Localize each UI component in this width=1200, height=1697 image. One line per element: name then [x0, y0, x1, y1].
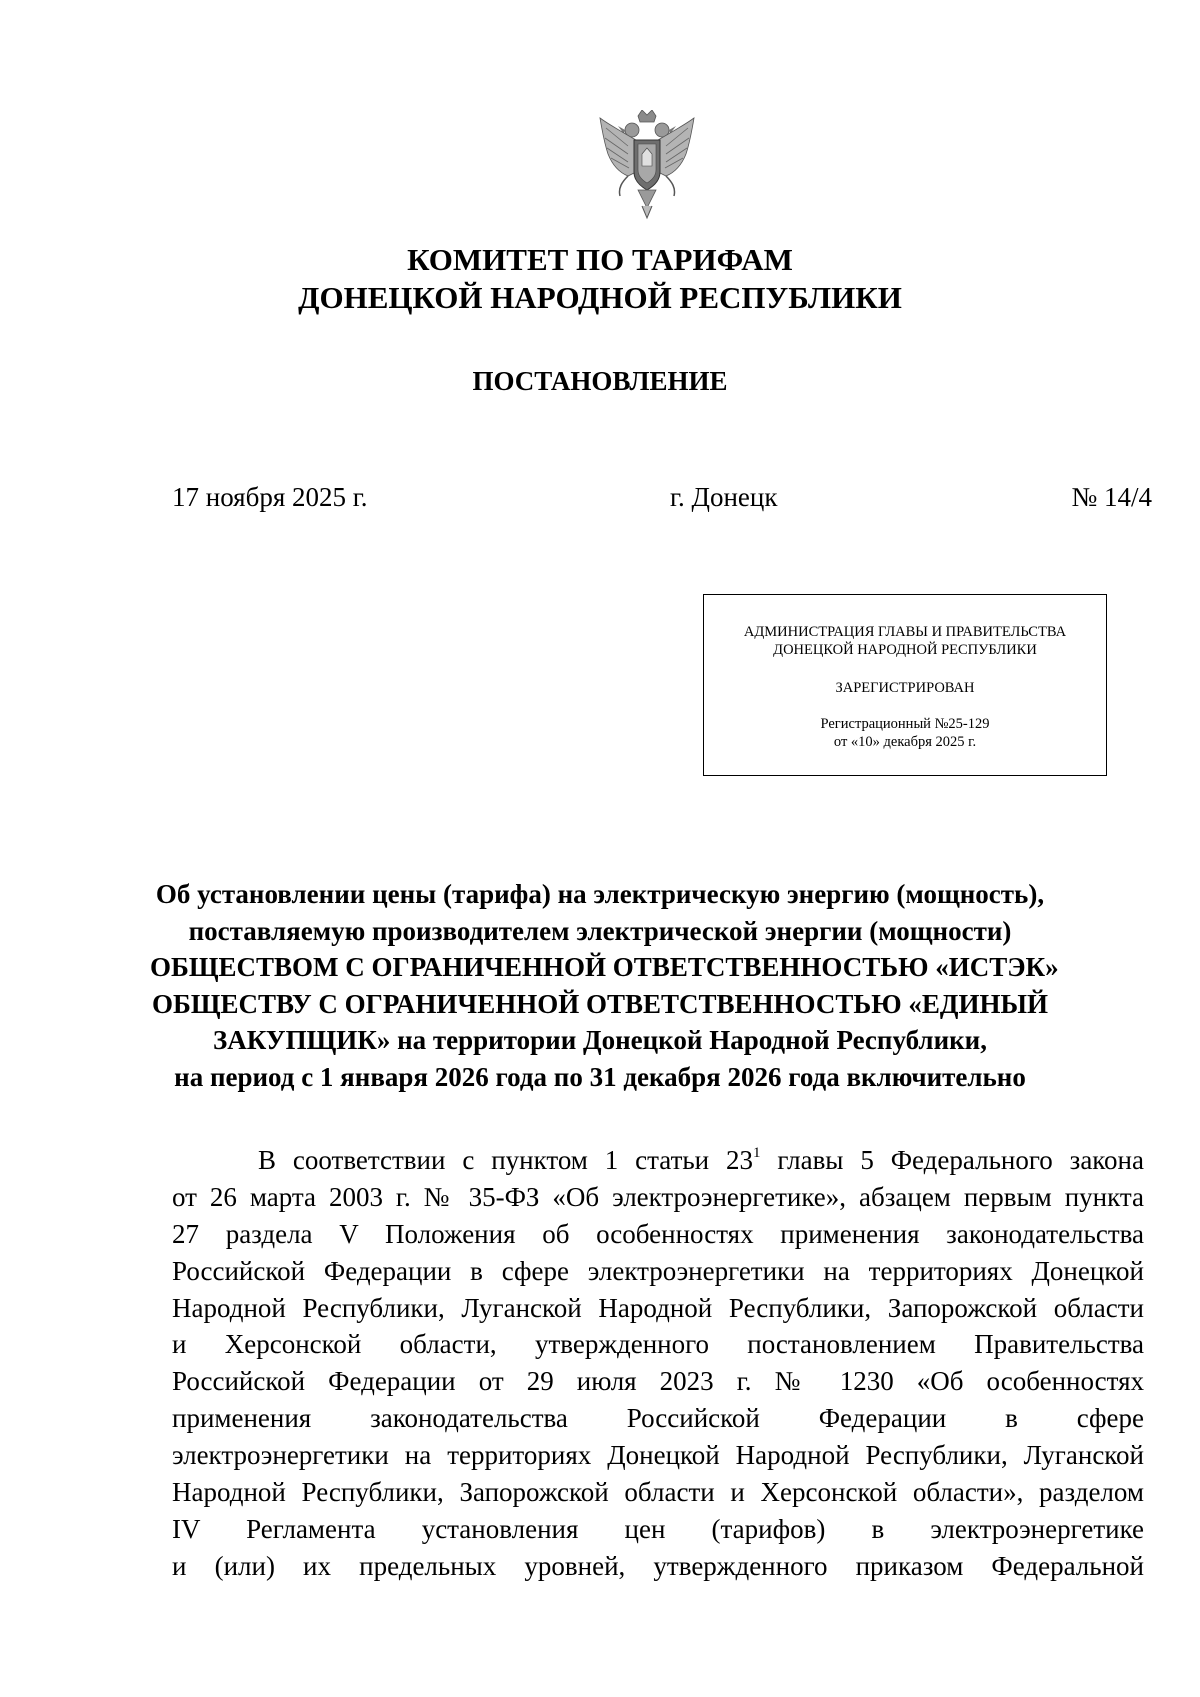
body-text-segment: главы 5 Федерального закона: [760, 1145, 1144, 1175]
subject-line: ОБЩЕСТВОМ С ОГРАНИЧЕННОЙ ОТВЕТСТВЕННОСТЬЮ «ИСТЭК»: [150, 952, 1059, 982]
body-line: Российской Федерации от 29 июля 2023 г. № 1230 «Об особенностях: [172, 1366, 1144, 1397]
body-line: Российской Федерации в сфере электроэнергетики на территориях Донецкой: [172, 1255, 1144, 1286]
body-line: IV Регламента установления цен (тарифов) в электроэнергетике: [172, 1513, 1144, 1544]
stamp-authority-line2: ДОНЕЦКОЙ НАРОДНОЙ РЕСПУБЛИКИ: [773, 642, 1037, 658]
subject-line: Об установлении цены (тарифа) на электрическую энергию (мощность),: [155, 879, 1045, 909]
document-number: № 14/4: [1071, 482, 1152, 512]
document-type: ПОСТАНОВЛЕНИЕ: [472, 366, 728, 396]
subject-line: на период с 1 января 2026 года по 31 декабря 2026 года включительно: [174, 1061, 1026, 1092]
registration-stamp: [703, 594, 1107, 776]
org-title-line2: ДОНЕЦКОЙ НАРОДНОЙ РЕСПУБЛИКИ: [298, 280, 902, 315]
document-city: г. Донецк: [670, 482, 778, 512]
document-body: [172, 1142, 1144, 1585]
stamp-status: ЗАРЕГИСТРИРОВАН: [835, 680, 975, 696]
stamp-authority-line1: АДМИНИСТРАЦИЯ ГЛАВЫ И ПРАВИТЕЛЬСТВА: [743, 624, 1067, 640]
subject-line: ОБЩЕСТВУ С ОГРАНИЧЕННОЙ ОТВЕТСТВЕННОСТЬЮ «ЕДИНЫЙ: [152, 988, 1048, 1019]
body-line: и Херсонской области, утвержденного постановлением Правительства: [172, 1329, 1144, 1360]
document-subject: [150, 876, 1059, 1095]
body-line-first: [172, 1142, 1144, 1179]
subject-line: поставляемую производителем электрической энергии (мощности): [188, 915, 1012, 946]
document-date: 17 ноября 2025 г.: [172, 482, 368, 512]
body-line: Народной Республики, Запорожской области и Херсонской области», разделом: [172, 1477, 1144, 1508]
body-line: 27 раздела V Положения об особенностях применения законодательства: [172, 1218, 1144, 1249]
stamp-reg-number: Регистрационный №25-129: [820, 716, 990, 732]
org-title-line1: КОМИТЕТ ПО ТАРИФАМ: [407, 242, 793, 277]
body-line: Народной Республики, Луганской Народной Республики, Запорожской области: [172, 1292, 1144, 1323]
body-line: применения законодательства Российской Федерации в сфере: [172, 1403, 1144, 1434]
body-line: электроэнергетики на территориях Донецкой Народной Республики, Луганской: [172, 1440, 1144, 1471]
body-text-segment: В соответствии с пунктом 1 статьи 23: [258, 1145, 754, 1175]
subject-line: ЗАКУПЩИК» на территории Донецкой Народной Республики,: [213, 1025, 987, 1055]
stamp-reg-date: от «10» декабря 2025 г.: [833, 734, 977, 750]
body-line: и (или) их предельных уровней, утвержденного приказом Федеральной: [172, 1550, 1144, 1581]
body-line: от 26 марта 2003 г. № 35-ФЗ «Об электроэнергетике», абзацем первым пункта: [172, 1181, 1144, 1212]
coat-of-arms-emblem: [598, 110, 696, 220]
article-superscript: 1: [753, 1145, 761, 1161]
